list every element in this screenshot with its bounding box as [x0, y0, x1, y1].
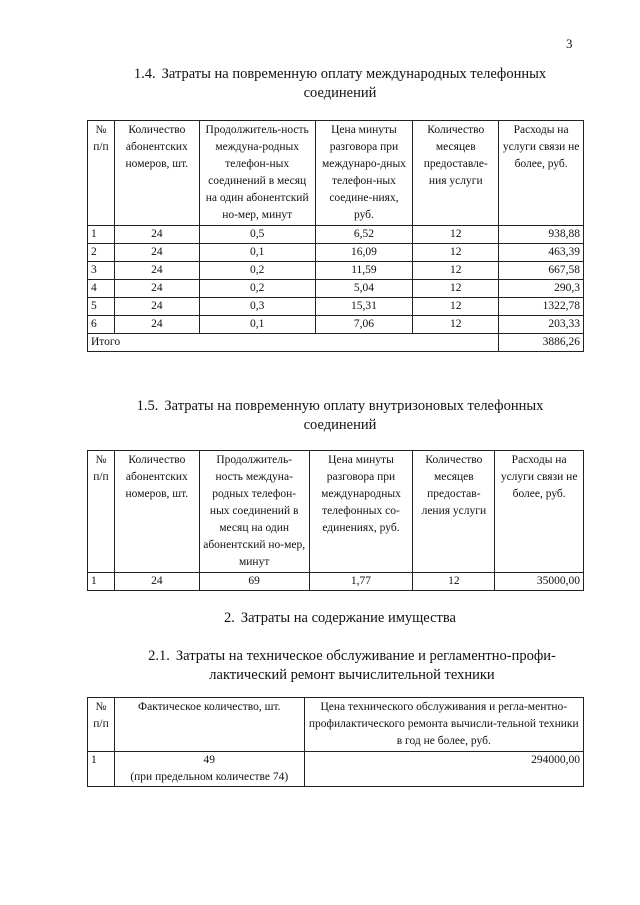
cell-months: 12	[413, 316, 499, 334]
cell-duration: 0,1	[199, 244, 315, 262]
header-cell: Количество месяцев предостав-ления услуги	[413, 451, 495, 573]
section-number: 2.1.	[148, 648, 170, 664]
cell-cost: 1322,78	[499, 298, 584, 316]
qty-note: (при предельном количестве 74)	[130, 771, 289, 783]
cell-qty	[114, 752, 304, 787]
cell-price: 11,59	[315, 262, 413, 280]
header-cell: Цена минуты разговора при международных телефонных со-единениях, руб.	[309, 451, 413, 573]
cell-num: 6	[88, 316, 115, 334]
table-maintenance	[87, 697, 584, 787]
table-row	[88, 316, 584, 334]
table-row	[88, 280, 584, 298]
table-row	[88, 752, 584, 787]
cell-count: 24	[114, 573, 199, 591]
section-title-line2: соединений	[303, 417, 377, 433]
cell-months: 12	[413, 262, 499, 280]
cell-duration: 69	[199, 573, 309, 591]
header-cell: Продолжитель-ность междуна-родных телефон-ных соединений в месяц на один абонентский но-мер, минут	[199, 451, 309, 573]
section-title-line1: Затраты на повременную оплату внутризоновых телефонных	[164, 398, 544, 414]
header-cell: Цена технического обслуживания и регла-ментно-профилактического ремонта вычисли-тельной техники в год не более, руб.	[304, 698, 583, 752]
header-cell: № п/п	[88, 698, 115, 752]
cell-num: 1	[88, 752, 115, 787]
cell-num: 3	[88, 262, 115, 280]
cell-num: 2	[88, 244, 115, 262]
section-title-line2: соединений	[303, 85, 377, 101]
cell-count: 24	[114, 316, 199, 334]
cell-cost: 938,88	[499, 226, 584, 244]
cell-months: 12	[413, 244, 499, 262]
total-label: Итого	[88, 334, 499, 352]
cell-count: 24	[114, 244, 199, 262]
cell-count: 24	[114, 226, 199, 244]
header-cell: Продолжитель-ность междуна-родных телефон-ных соединений в месяц на один абонентский но-мер, минут	[199, 121, 315, 226]
cell-cost: 290,3	[499, 280, 584, 298]
cell-num: 1	[88, 226, 115, 244]
table-header-row	[88, 698, 584, 752]
cell-price: 15,31	[315, 298, 413, 316]
total-value: 3886,26	[499, 334, 584, 352]
section-2-heading	[120, 609, 560, 628]
cell-months: 12	[413, 298, 499, 316]
header-cell: № п/п	[88, 121, 115, 226]
cell-duration: 0,5	[199, 226, 315, 244]
section-number: 2.	[224, 610, 235, 626]
cell-num: 1	[88, 573, 115, 591]
cell-count: 24	[114, 262, 199, 280]
section-number: 1.5.	[136, 398, 159, 414]
cell-cost: 463,39	[499, 244, 584, 262]
cell-cost: 35000,00	[495, 573, 584, 591]
table-international-calls	[87, 120, 584, 352]
cell-price: 16,09	[315, 244, 413, 262]
table-row	[88, 262, 584, 280]
header-cell: Количество месяцев предоставле-ния услуги	[413, 121, 499, 226]
qty-value: 49	[203, 754, 216, 766]
cell-duration: 0,2	[199, 280, 315, 298]
section-number: 1.4.	[133, 66, 156, 82]
header-cell: Фактическое количество, шт.	[114, 698, 304, 752]
header-cell: Цена минуты разговора при междунаро-дных телефон-ных соедине-ниях, руб.	[315, 121, 413, 226]
cell-cost: 667,58	[499, 262, 584, 280]
header-cell: Количество абонентских номеров, шт.	[114, 121, 199, 226]
table-header-row	[88, 451, 584, 573]
table-total-row	[88, 334, 584, 352]
cell-price: 6,52	[315, 226, 413, 244]
table-row	[88, 298, 584, 316]
cell-num: 4	[88, 280, 115, 298]
cell-months: 12	[413, 573, 495, 591]
cell-price: 7,06	[315, 316, 413, 334]
cell-price: 1,77	[309, 573, 413, 591]
header-cell: Количество абонентских номеров, шт.	[114, 451, 199, 573]
page-number: 3	[566, 36, 573, 51]
section-title-line2: лактический ремонт вычислительной техники	[209, 667, 495, 683]
section-1-4-heading	[100, 65, 580, 103]
cell-months: 12	[413, 226, 499, 244]
section-title-line1: Затраты на повременную оплату международных телефонных	[161, 66, 547, 82]
cell-duration: 0,2	[199, 262, 315, 280]
section-title-line1: Затраты на техническое обслуживание и регламентно-профи-	[175, 648, 556, 664]
header-cell: № п/п	[88, 451, 115, 573]
cell-num: 5	[88, 298, 115, 316]
cell-duration: 0,1	[199, 316, 315, 334]
section-title: Затраты на содержание имущества	[240, 610, 456, 626]
table-row	[88, 573, 584, 591]
cell-price: 294000,00	[304, 752, 583, 787]
cell-months: 12	[413, 280, 499, 298]
header-cell: Расходы на услуги связи не более, руб.	[499, 121, 584, 226]
table-header-row	[88, 121, 584, 226]
cell-cost: 203,33	[499, 316, 584, 334]
cell-count: 24	[114, 298, 199, 316]
section-2-1-heading	[112, 647, 592, 685]
table-intrazone-calls	[87, 450, 584, 591]
section-1-5-heading	[100, 397, 580, 435]
cell-duration: 0,3	[199, 298, 315, 316]
table-row	[88, 244, 584, 262]
cell-price: 5,04	[315, 280, 413, 298]
table-row	[88, 226, 584, 244]
header-cell: Расходы на услуги связи не более, руб.	[495, 451, 584, 573]
cell-count: 24	[114, 280, 199, 298]
